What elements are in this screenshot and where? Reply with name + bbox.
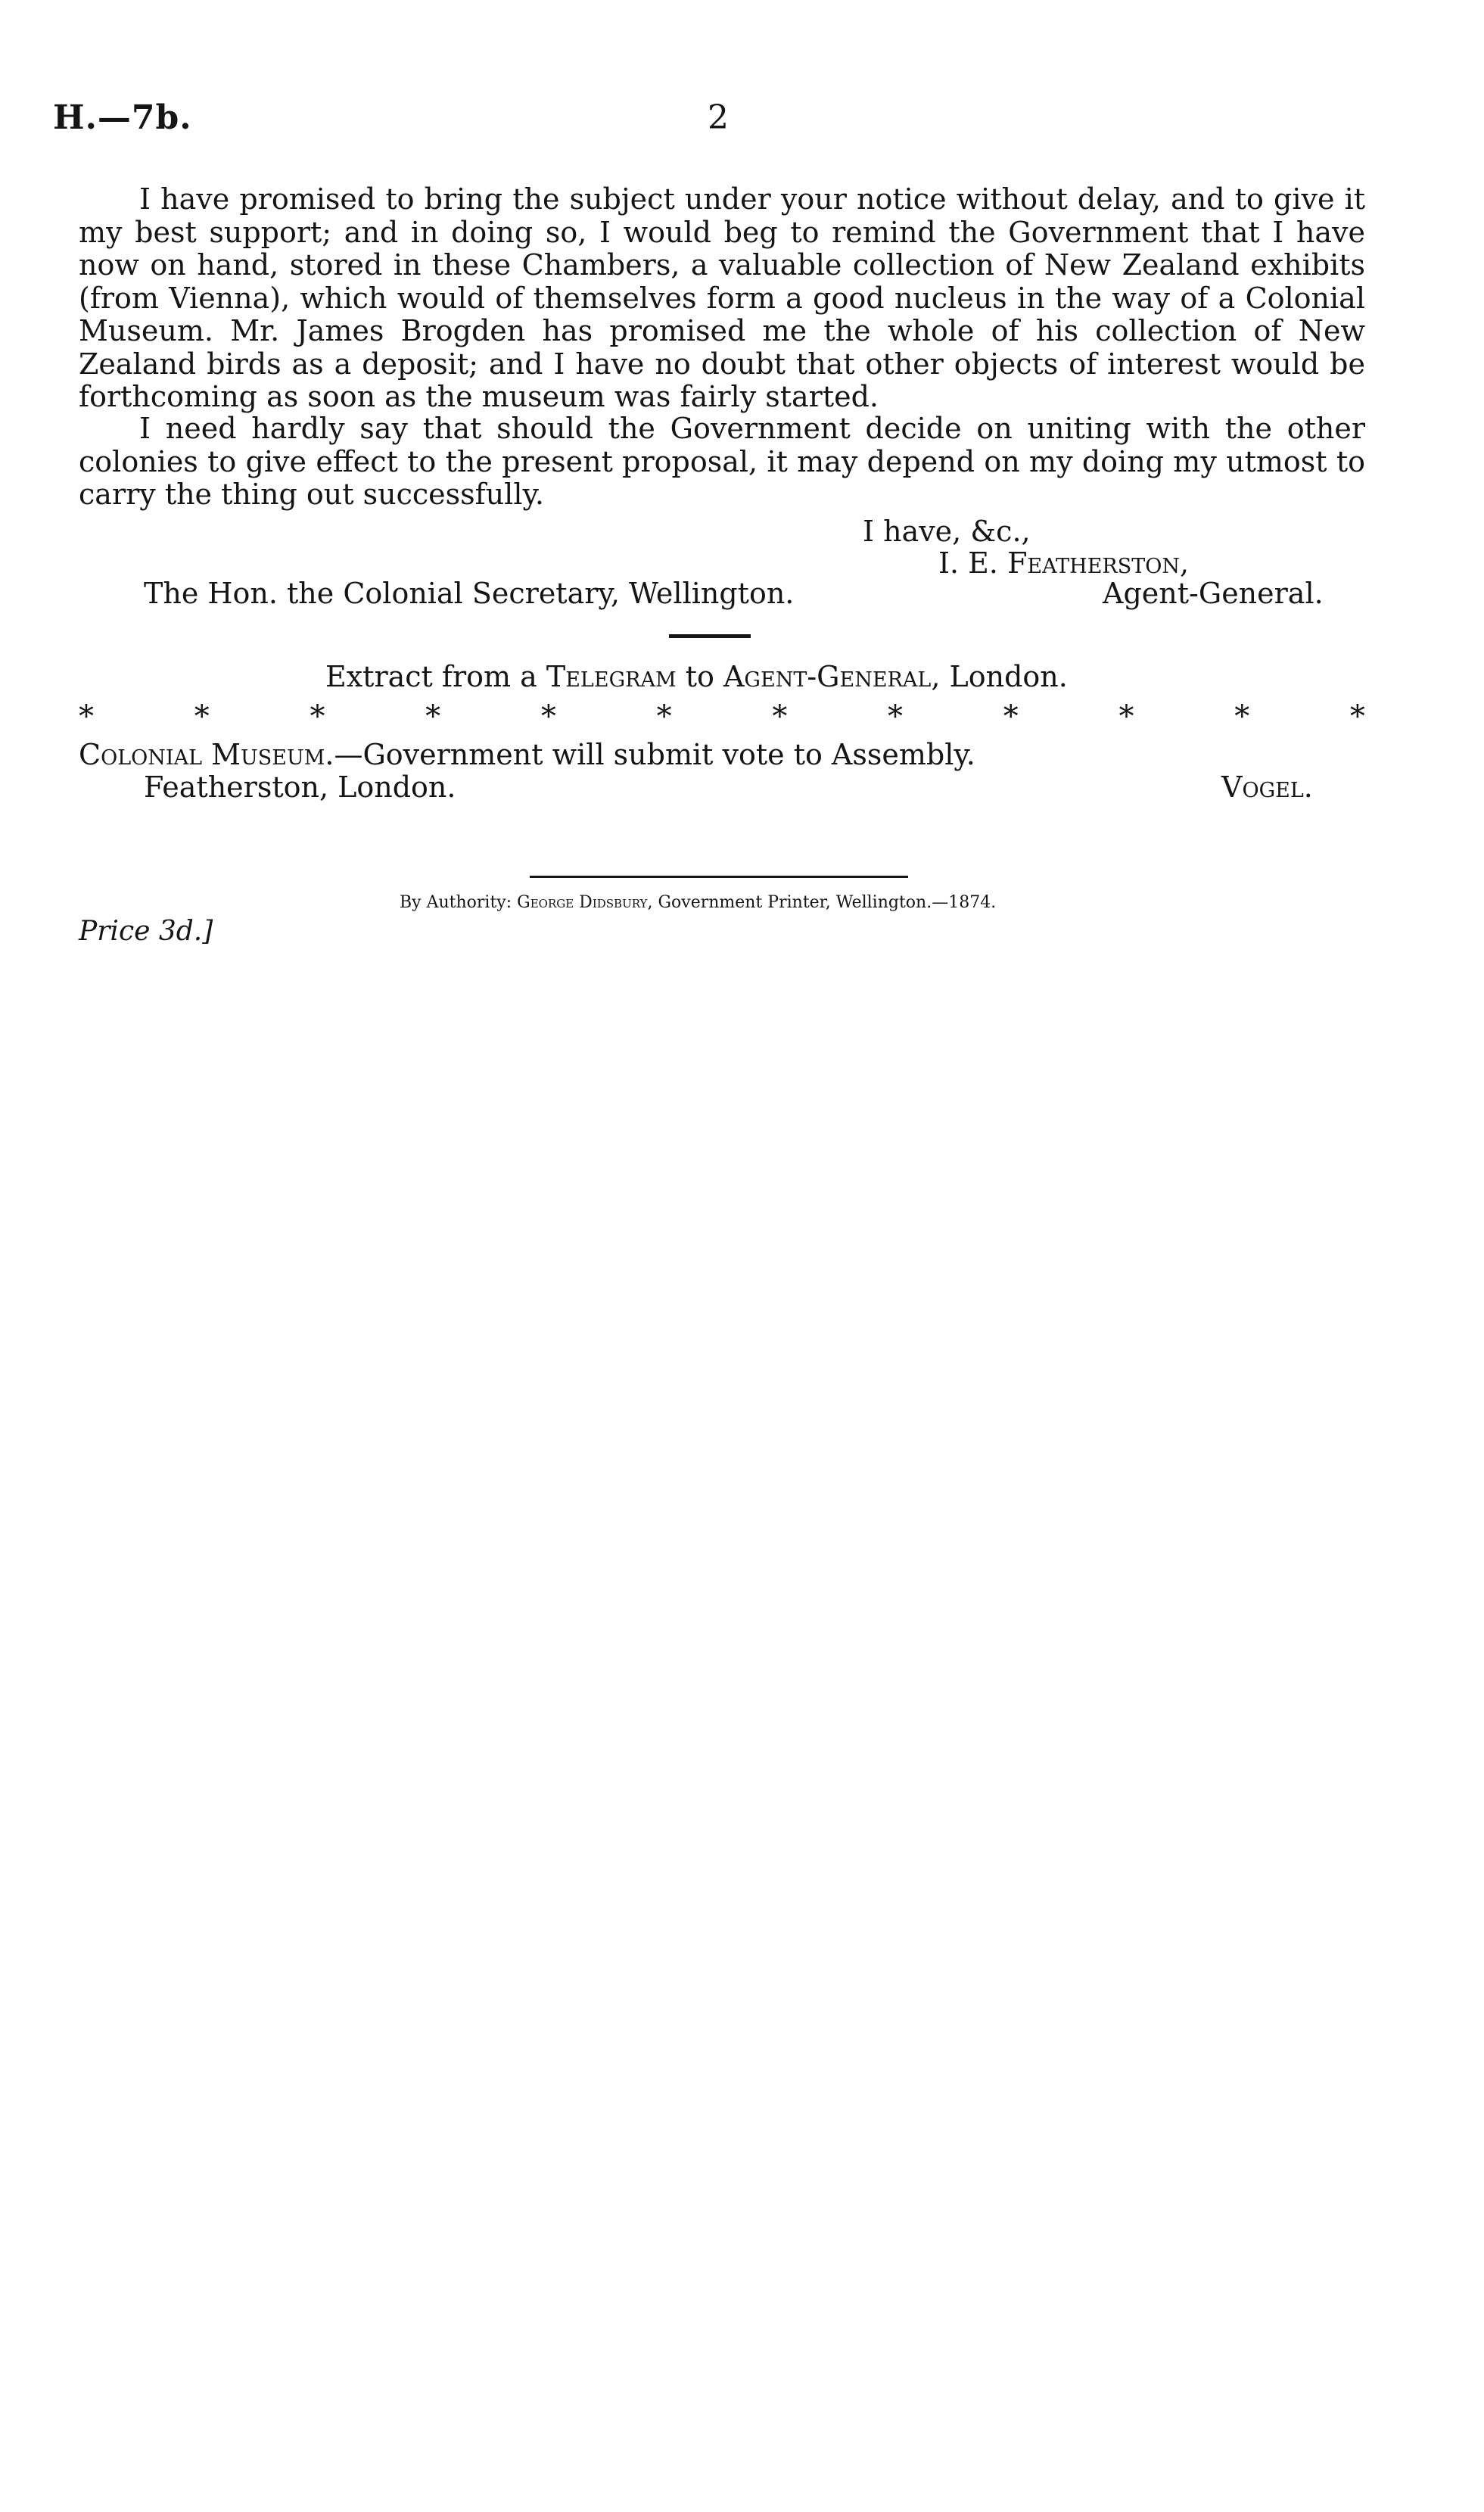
- printer-name: George Didsbury,: [517, 893, 653, 912]
- star: *: [425, 699, 441, 734]
- star: *: [79, 699, 94, 734]
- page-number: 2: [708, 98, 729, 137]
- price: Price 3d.]: [79, 916, 213, 947]
- signatory-title: Agent-General.: [1103, 577, 1324, 610]
- footer-divider: [530, 876, 908, 878]
- telegram-body: Colonial Museum.—Government will submit vote to Assembly.: [79, 738, 975, 771]
- telegram-place: Featherston, London.: [144, 770, 456, 804]
- star: *: [310, 699, 325, 734]
- section-divider: [669, 634, 751, 638]
- star: *: [540, 699, 556, 734]
- letter-closing: I have, &c.,: [863, 515, 1031, 548]
- star: *: [772, 699, 788, 734]
- addressee: The Hon. the Colonial Secretary, Wellington.: [144, 577, 795, 610]
- star: *: [1349, 699, 1365, 734]
- ellipsis-stars: [79, 699, 1365, 734]
- telegram-sender: Vogel.: [1221, 770, 1313, 804]
- body-paragraph-1: I have promised to bring the subject under your notice without delay, and to give it my best support; and in doing so, I would beg to remind the Government that I have now on hand, stored in these Chambers, a valuable collection of New Zealand exhibits (from Vienna), which would of themselves form a good nucleus in the way of a Colonial Museum. Mr. James Brogden has promised me the whole of his collection of New Zealand birds as a deposit; and I have no doubt that other objects of interest would be forthcoming as soon as the museum was fairly started.: [79, 182, 1365, 413]
- star: *: [194, 699, 210, 734]
- telegram-label: Telegram: [546, 660, 677, 693]
- star: *: [888, 699, 904, 734]
- star: *: [1118, 699, 1134, 734]
- star: *: [656, 699, 672, 734]
- body-paragraph-2: I need hardly say that should the Government decide on uniting with the other colonies to give effect to the present proposal, it may depend on my doing my utmost to carry the thing out successfully.: [79, 412, 1365, 511]
- signatory-name: I. E. Featherston,: [938, 546, 1190, 580]
- agent-general-label: Agent-General,: [723, 660, 941, 693]
- star: *: [1234, 699, 1250, 734]
- document-reference: H.—7b.: [53, 98, 192, 137]
- printer-authority: By Authority: George Didsbury, Government Printer, Wellington.—1874.: [400, 893, 997, 912]
- star: *: [1003, 699, 1019, 734]
- telegram-subject: Colonial Museum.: [79, 738, 334, 771]
- extract-heading: Extract from a Telegram to Agent-General, London.: [325, 660, 1068, 693]
